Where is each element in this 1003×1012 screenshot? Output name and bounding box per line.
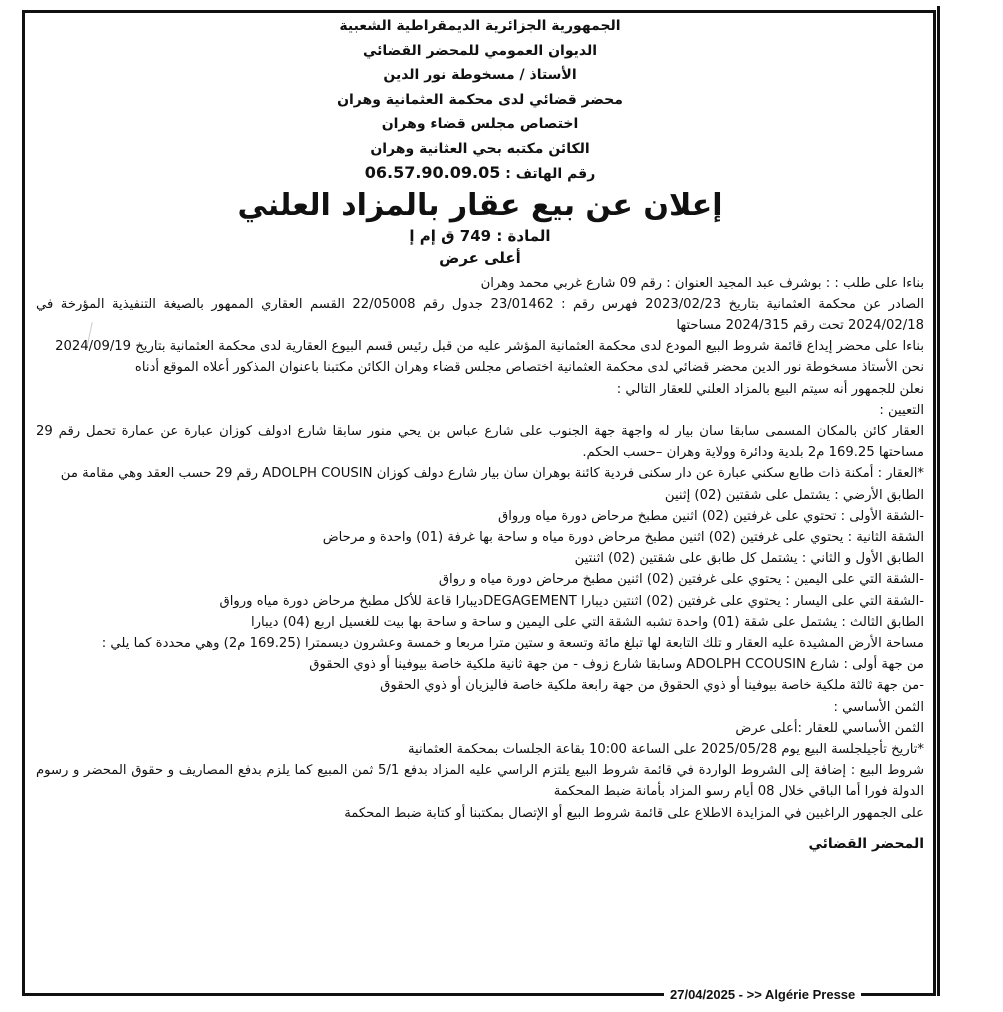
article-reference: المادة : 749 ق إم إ [409, 226, 551, 245]
address-line: الكائن مكتبه بحي العثانية وهران [370, 140, 590, 157]
phone-label: رقم الهاتف : [505, 166, 596, 182]
footer-credit: 27/04/2025 - >> Algérie Presse [664, 987, 861, 1002]
signature: المحضر القضائي [808, 835, 924, 852]
body-paragraph: بناءا على طلب : : بوشرف عبد المجيد العنوان : رقم 09 شارع غربي محمد وهران [480, 275, 924, 291]
body-paragraph: -الشقة التي على اليسار : يحتوي على غرفتين (02) اثنتين ديبارا DEGAGEMENTديبارا قاعة للأكل مطبخ مرحاض دورة مياه ورواق [219, 593, 924, 609]
body-paragraph: -من جهة ثالثة ملكية خاصة بيوفينا أو ذوي الحقوق من جهة رابعة ملكية خاصة فاليزيان أو ذوي الحقوق [380, 678, 924, 694]
body-paragraph: الطابق الثالث : يشتمل على شقة (01) واحدة تشبه الشقة التي على اليمين و ساحة و ساحة بها بيت للغسيل اربع (04) ديبارا [250, 614, 924, 630]
border-shadow [937, 6, 940, 996]
body-paragraph: بناءا على محضر إيداع قائمة شروط البيع المودع لدى محكمة العثمانية المؤشر عليه من قبل رئيس قسم البيوع العقارية لدى محكمة العثمانية بتاريخ 2024/09/19 [55, 339, 924, 355]
office-line: الديوان العمومي للمحضر القضائي [362, 42, 598, 59]
body-paragraph: الطابق الأول و الثاني : يشتمل كل طابق على شقتين (02) اثنتين [574, 551, 924, 567]
body-paragraph: من جهة أولى : شارع ADOLPH CCOUSIN وسابقا شارع زوف - من جهة ثانية ملكية خاصة بيوفينا أو ذوي الحقوق [309, 657, 924, 673]
body-paragraph: *العقار : أمكنة ذات طابع سكني عبارة عن دار سكنى فردية كائنة بوهران سان بيار شارع دولف كوزان ADOLPH COUSIN رقم 29 حسب العقد وهي مقامة من [60, 466, 924, 482]
bailiff-name: الأستاذ / مسخوطة نور الدين [383, 67, 577, 83]
body-paragraph: شروط البيع : إضافة إلى الشروط الواردة في قائمة شروط البيع يلتزم الراسي عليه المزاد بدفع 5/1 ثمن المبيع كما يلزم بدفع المصاريف و حقوق المحضر و رسوم الدولة فورا أما الباقي خلال 08 أيام رسو المزاد بأمانة ضبط المحكمة [36, 763, 924, 800]
notice-body [36, 273, 924, 824]
body-paragraph: *تاريخ تأجيلجلسة البيع يوم 2025/05/28 على الساعة 10:00 بقاعة الجلسات بمحكمة العثمانية [407, 741, 924, 757]
notice-content [36, 14, 924, 852]
body-paragraph: التعيين : [879, 402, 924, 418]
best-offer-heading: أعلى عرض [439, 248, 521, 267]
notice-title: إعلان عن بيع عقار بالمزاد العلني [237, 187, 723, 223]
republic-line: الجمهورية الجزائرية الديمقراطية الشعبية [339, 18, 621, 34]
phone-line [36, 161, 924, 187]
header-block [36, 14, 924, 187]
phone-number: 06.57.90.09.05 [364, 163, 501, 182]
body-paragraph: الطابق الأرضي : يشتمل على شقتين (02) إثنين [664, 487, 924, 503]
body-paragraph: -الشقة الأولى : تحتوي على غرفتين (02) اثنين مطبخ مرحاض دورة مياه ورواق [498, 508, 924, 524]
body-paragraph: الصادر عن محكمة العثمانية بتاريخ 2023/02/23 فهرس رقم : 23/01462 جدول رقم 22/05008 القسم العقاري الممهور بالصيغة التنفيذية المؤرخة في 2024/02/18 تحت رقم 2024/315 مساحتها [36, 296, 924, 333]
body-paragraph: مساحة الأرض المشيدة عليه العقار و تلك التابعة لها تبلغ مائة وتسعة و ستين مترا مربعا و خمسة وعشرون ديسمترا (169.25 م2) وهي محددة كما يلي : [101, 635, 924, 651]
body-paragraph: نعلن للجمهور أنه سيتم البيع بالمزاد العلني للعقار التالي : [616, 381, 924, 397]
body-paragraph: الثمن الأساسي للعقار :أعلى عرض [735, 720, 924, 736]
body-paragraph: نحن الأستاذ مسخوطة نور الدين محضر قضائي لدى محكمة العثمانية اختصاص مجلس قضاء وهران الكائن مكتبنا باعنوان المذكور أعلاه الموقع أدناه [134, 360, 924, 376]
jurisdiction-line: اختصاص مجلس قضاء وهران [381, 116, 579, 132]
body-paragraph: على الجمهور الراغبين في المزايدة الاطلاع على قائمة شروط البيع أو الإتصال بمكتبنا أو كتابة ضبط المحكمة [344, 805, 924, 821]
body-paragraph: العقار كائن بالمكان المسمى سابقا سان بيار له واجهة جهة الجنوب على شارع عباس بن يحي منور سابقا شارع ادولف كوزان عبارة عن عمارة تحمل رقم 29 مساحتها 169.25 م2 بلدية ودائرة وولاية وهران –حسب الحكم. [36, 423, 924, 461]
court-line: محضر قضائي لدى محكمة العثمانية وهران [337, 91, 623, 108]
body-paragraph: الثمن الأساسي : [833, 699, 924, 715]
body-paragraph: الشقة الثانية : يحتوي على غرفتين (02) اثنين مطبخ مرحاض دورة مياه و ساحة بها غرفة (01) واحدة و مرحاض [322, 529, 924, 545]
body-paragraph: -الشقة التي على اليمين : يحتوي على غرفتين (02) اثنين مطبخ مرحاض دورة مياه و رواق [438, 572, 924, 588]
